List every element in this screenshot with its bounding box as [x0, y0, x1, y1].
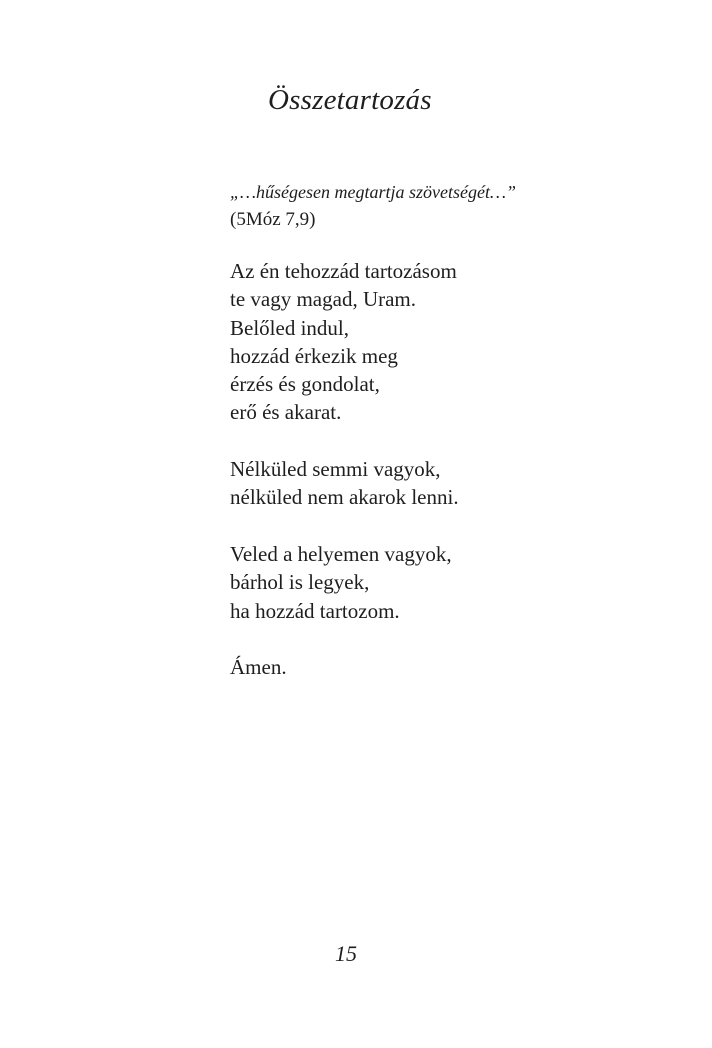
stanza-3	[230, 540, 459, 625]
epigraph	[230, 178, 516, 234]
poem-line: érzés és gondolat,	[230, 372, 380, 397]
poem-line: Veled a helyemen vagyok,	[230, 541, 452, 566]
epigraph-quote: „…hűségesen megtartja szövetségét…”	[230, 182, 516, 202]
poem-line: nélküled nem akarok lenni.	[230, 485, 459, 510]
poem-line: erő és akarat.	[230, 400, 342, 425]
poem-line: Nélküled semmi vagyok,	[230, 457, 441, 482]
poem-line: ha hozzád tartozom.	[230, 598, 400, 623]
page-number: 15	[335, 941, 357, 966]
stanza-1	[230, 257, 459, 427]
poem-line: te vagy magad, Uram.	[230, 287, 417, 312]
poem-line: hozzád érkezik meg	[230, 343, 398, 368]
stanza-4	[230, 653, 459, 681]
poem-line: Ámen.	[230, 655, 287, 680]
poem-title: Összetartozás	[268, 84, 432, 116]
epigraph-reference: (5Móz 7,9)	[230, 209, 316, 230]
poem-body	[230, 257, 459, 710]
poem-line: Az én tehozzád tartozásom	[230, 259, 457, 283]
poem-line: bárhol is legyek,	[230, 570, 370, 595]
stanza-2	[230, 455, 459, 512]
poem-line: Belőled indul,	[230, 315, 349, 340]
